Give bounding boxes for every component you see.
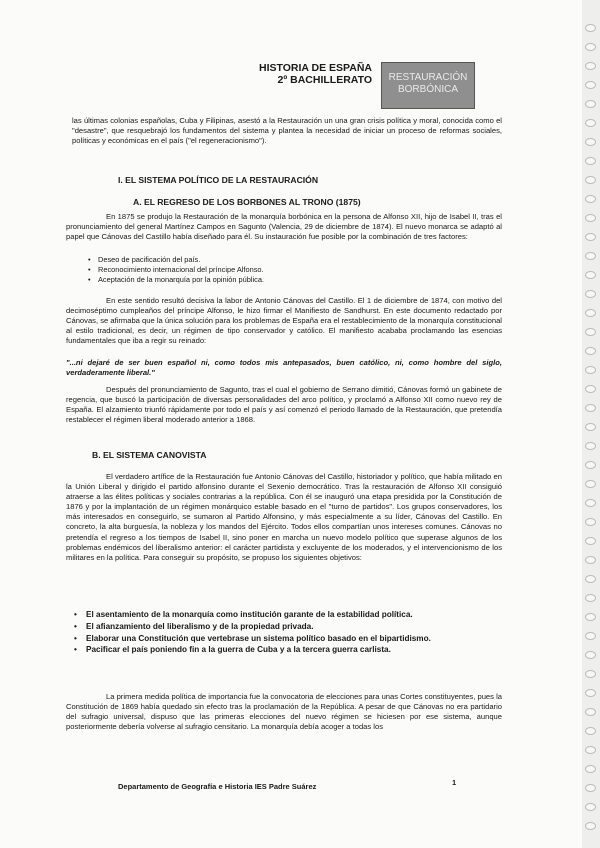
factors-list — [88, 255, 264, 285]
objectives-list — [74, 610, 474, 657]
binder-ring — [585, 24, 596, 32]
binder-ring — [585, 252, 596, 260]
binder-ring — [585, 727, 596, 735]
binder-ring — [585, 195, 596, 203]
list-item: • El afianzamiento del liberalismo y de la propiedad privada. — [74, 622, 474, 633]
department-footer: Departamento de Geografía e Historia IES Padre Suárez — [118, 782, 317, 791]
binder-ring — [585, 157, 596, 165]
page-number: 1 — [452, 778, 457, 787]
list-item: • Elaborar una Constitución que vertebrase un sistema político basado en el bipartidismo. — [74, 634, 474, 645]
intro-paragraph: las últimas colonias españolas, Cuba y Filipinas, asestó a la Restauración un una gran crisis política y moral, conocida como el "desastre", que resquebrajó los fundamentos del sistema y plantea la necesidad de iniciar un proceso de reformas sociales, políticas y económicas en el país ("el regeneracionismo"). — [72, 116, 502, 146]
document-title — [232, 62, 372, 86]
binder-ring — [585, 518, 596, 526]
binder-ring — [585, 423, 596, 431]
binder-ring — [585, 214, 596, 222]
binder-ring — [585, 575, 596, 583]
binder-ring — [585, 309, 596, 317]
binder-ring — [585, 822, 596, 830]
list-item: • Deseo de pacificación del país. — [88, 255, 264, 265]
list-item: • El asentamiento de la monarquía como institución garante de la estabilidad política. — [74, 610, 474, 621]
paragraph-b1: El verdadero artífice de la Restauración fue Antonio Cánovas del Castillo, historiador y político, que había militado en la Unión Liberal y dirigido el partido alfonsino durante el Sexenio democrático. Tras la restauración de Alfonso XII consiguió atraerse a las élites políticas y sociales contrarias a la república. Con él se inauguró una etapa presidida por la Constitución de 1876 y por la implantación de un régimen monárquico estable basado en el "turno de partidos". Los grupos conservadores, los más interesados en conseguirlo, se sumaron al Partido Alfonsino, y más especialmente a su líder, Cánovas del Castillo. En concreto, la alta burguesía, la nobleza y los mandos del Ejército. Todos ellos compartían unos intereses comunes. Cánovas no pretendía el regreso a los tiempos de Isabel II, sino poner en marcha un nuevo modelo político que superase algunos de los problemas endémicos del liberalismo anterior: el carácter partidista y excluyente de los moderados, y el intervencionismo de los militares en la política. Para conseguir su propósito, se propuso los siguientes objetivos: — [66, 472, 502, 562]
list-item: • Pacificar el país poniendo fin a la guerra de Cuba y a la tercera guerra carlista. — [74, 645, 474, 656]
binder-ring — [585, 119, 596, 127]
list-item: • Aceptación de la monarquía por la opinión pública. — [88, 275, 264, 285]
binder-ring — [585, 404, 596, 412]
binder-ring — [585, 43, 596, 51]
binder-ring — [585, 62, 596, 70]
binder-ring — [585, 328, 596, 336]
binder-ring — [585, 784, 596, 792]
manifesto-quote: "...ni dejaré de ser buen español ni, como todos mis antepasados, buen católico, ni, como hombre del siglo, verdaderamente liberal." — [66, 358, 502, 378]
binder-ring — [585, 556, 596, 564]
binder-ring — [585, 176, 596, 184]
paragraph-a3: Después del pronunciamiento de Sagunto, tras el cual el gobierno de Serrano dimitió, Cánovas formó un gabinete de regencia, que buscó la participación de diversas personalidades del arco político, y proclamó a Alfonso XII como nuevo rey de España. El alzamiento triunfó rápidamente por todo el país y así comenzó el periodo llamado de la Restauración, que pretendía restablecer el régimen liberal moderado anterior a 1868. — [66, 385, 502, 425]
binder-ring — [585, 366, 596, 374]
binder-ring — [585, 746, 596, 754]
binder-ring — [585, 594, 596, 602]
topic-badge — [381, 62, 475, 109]
list-item: • Reconocimiento internacional del príncipe Alfonso. — [88, 265, 264, 275]
badge-line-2: BORBÓNICA — [397, 84, 458, 95]
badge-line-1: RESTAURACIÓN — [388, 72, 468, 83]
binder-ring — [585, 803, 596, 811]
title-line-2: 2º BACHILLERATO — [277, 74, 372, 86]
title-line-1: HISTORIA DE ESPAÑA — [259, 62, 372, 74]
binder-ring — [585, 670, 596, 678]
paragraph-b2: La primera medida política de importancia fue la convocatoria de elecciones para unas Cortes constituyentes, pues la Constitución de 1869 había quedado sin efecto tras la proclamación de la República. A pesar de que Cánovas no era partidario del sufragio universal, dispuso que las primeras elecciones del nuevo régimen se hiciesen por ese sistema, aunque posteriormente debería volverse al sufragio censitario. La monarquía debía acoger a todas los — [66, 692, 502, 732]
binder-ring — [585, 537, 596, 545]
binder-ring — [585, 138, 596, 146]
paragraph-a2: En este sentido resultó decisiva la labor de Antonio Cánovas del Castillo. El 1 de diciembre de 1874, con motivo del decimoséptimo cumpleaños del príncipe Alfonso, le hizo firmar el Manifiesto de Sandhurst. En este documento redactado por Cánovas, se afirmaba que la única solución para los problemas de España era el restablecimiento de la monarquía constitucional al estilo tradicional, es decir, un régimen de tipo conservador y católico. El manifiesto acababa proclamando las esencias fundamentales que iba a regir su reinado: — [66, 296, 502, 346]
binder-ring — [585, 632, 596, 640]
binder-ring — [585, 233, 596, 241]
subsection-b-title: B. EL SISTEMA CANOVISTA — [92, 450, 207, 460]
binder-rings — [582, 0, 600, 848]
binder-ring — [585, 480, 596, 488]
binder-ring — [585, 765, 596, 773]
binder-ring — [585, 461, 596, 469]
paragraph-a1: En 1875 se produjo la Restauración de la monarquía borbónica en la persona de Alfonso XII, hijo de Isabel II, tras el pronunciamiento del general Martínez Campos en Sagunto (Valencia, 29 de diciembre de 1874). El nuevo monarca se adaptó al papel que Cánovas del Castillo había diseñado para él. Su instauración fue posible por la combinación de tres factores: — [66, 212, 502, 242]
binder-ring — [585, 708, 596, 716]
binder-ring — [585, 689, 596, 697]
binder-ring — [585, 100, 596, 108]
binder-ring — [585, 290, 596, 298]
binder-ring — [585, 613, 596, 621]
subsection-a-title: A. EL REGRESO DE LOS BORBONES AL TRONO (1875) — [133, 197, 361, 207]
binder-ring — [585, 442, 596, 450]
binder-ring — [585, 81, 596, 89]
binder-ring — [585, 347, 596, 355]
section-1-title: I. EL SISTEMA POLÍTICO DE LA RESTAURACIÓN — [118, 175, 319, 185]
binder-ring — [585, 271, 596, 279]
binder-ring — [585, 651, 596, 659]
binder-ring — [585, 385, 596, 393]
binder-ring — [585, 499, 596, 507]
